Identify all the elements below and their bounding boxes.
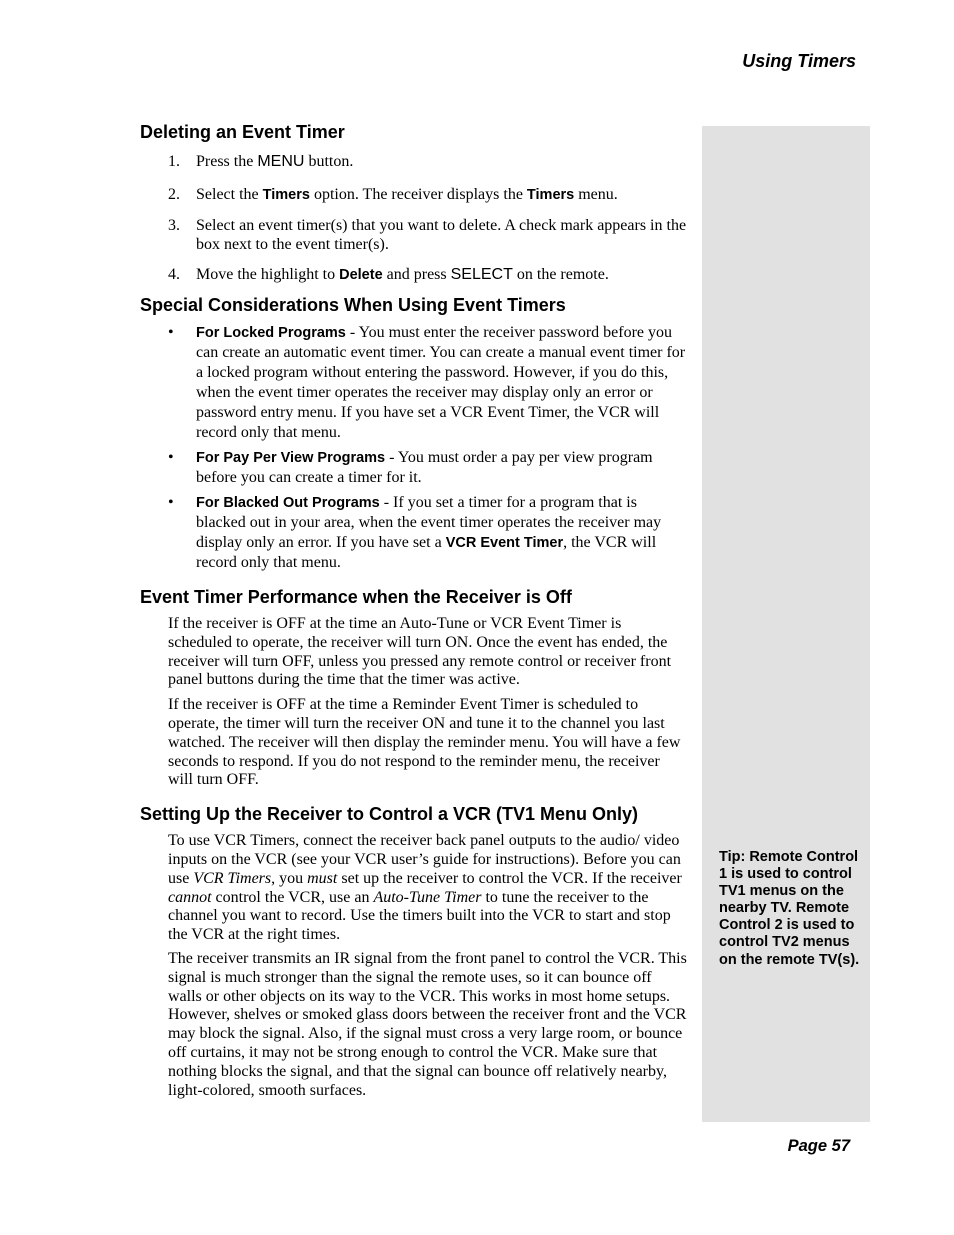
vcr-paragraph-2: The receiver transmits an IR signal from the front panel to control the VCR. This signal is much stronger than the signal the remote uses, so it can bounce off walls or other objects on its way to the VCR. This works in most home setups. However, shelves or smoked glass doors between the receiver front and the VCR may block the signal. Also, if the signal must cross a very large room, or bounce off curtains, it may not be strong enough to control the VCR. Make sure that nothing blocks the signal, and that the signal can bounce off relatively nearby, light-colored, smooth surfaces. — [168, 949, 687, 1099]
timers-keyword: Timers — [526, 187, 575, 203]
bullet-mark: • — [168, 324, 174, 341]
bullet-locked: • For Locked Programs - You must enter the receiver password before you can create an automatic event timer. You can create a manual event timer for a locked program without entering the password. However, if you do this, when the event timer operates the receiver may display only an error or password entry menu. If you have set a VCR Event Timer, the VCR will record only that menu. — [168, 324, 686, 441]
step-number: 3. — [168, 217, 180, 234]
step-3: 3. Select an event timer(s) that you want to delete. A check mark appears in the box next to the event timer(s). — [168, 217, 687, 253]
special-bullets — [140, 323, 688, 573]
main-content — [140, 120, 688, 1100]
menu-keyword: MENU — [257, 153, 305, 170]
step-number: 4. — [168, 266, 180, 283]
bullet-label: For Locked Programs — [196, 325, 346, 341]
bullet-ppv: • For Pay Per View Programs - You must order a pay per view program before you can create a timer for it. — [168, 449, 653, 486]
step-number: 1. — [168, 153, 180, 170]
step-2: 2. Select the Timers option. The receiver displays the Timers menu. — [168, 186, 618, 203]
step-4: 4. Move the highlight to Delete and press SELECT on the remote. — [168, 266, 609, 283]
vcr-event-timer-keyword: VCR Event Timer — [445, 535, 564, 551]
bullet-label: For Pay Per View Programs — [196, 450, 386, 466]
must-emphasis: must — [307, 869, 338, 887]
bullet-label: For Blacked Out Programs — [196, 495, 380, 511]
tip-sidebar — [702, 126, 870, 1122]
auto-tune-timer-emphasis: Auto-Tune Timer — [373, 888, 482, 906]
performance-paragraph-1: If the receiver is OFF at the time an Auto-Tune or VCR Event Timer is scheduled to operate, the receiver will turn ON. Once the event has ended, the receiver will turn OFF, unless you pressed any remote control or receiver front panel buttons during the time that the timer was active. — [168, 615, 672, 689]
tip-text: Tip: Remote Control 1 is used to control TV1 menus on the nearby TV. Remote Control 2 is used to control TV2 menus on the remote TV(s). — [719, 849, 860, 968]
select-keyword: SELECT — [450, 266, 513, 283]
timers-keyword: Timers — [262, 187, 310, 203]
step-1: 1. Press the MENU button. — [168, 153, 354, 170]
bullet-blacked-out: • For Blacked Out Programs - If you set a timer for a program that is blacked out in your area, when the event timer operates the receiver may display only an error. If you have set a VCR Event Timer, the VCR will record only that menu. — [168, 494, 662, 571]
section-heading-special: Special Considerations When Using Event Timers — [140, 295, 566, 315]
bullet-mark: • — [168, 449, 174, 466]
performance-paragraph-2: If the receiver is OFF at the time a Reminder Event Timer is scheduled to operate, the timer will turn the receiver ON and tune it to the channel you last watched. The receiver will then display the reminder menu. You will have a few seconds to respond. If you do not respond to the reminder menu, the receiver will turn OFF. — [168, 696, 681, 789]
cannot-emphasis: cannot — [168, 888, 212, 906]
page-number: Page 57 — [787, 1137, 850, 1155]
bullet-mark: • — [168, 494, 174, 511]
section-heading-vcr: Setting Up the Receiver to Control a VCR (TV1 Menu Only) — [140, 804, 639, 825]
section-heading-deleting: Deleting an Event Timer — [140, 122, 345, 142]
vcr-timers-emphasis: VCR Timers — [193, 869, 272, 887]
running-header: Using Timers — [742, 51, 856, 71]
step-number: 2. — [168, 186, 180, 203]
vcr-paragraph-1: To use VCR Timers, connect the receiver back panel outputs to the audio/ video inputs on the VCR (see your VCR user’s guide for instructions). Before you can use VCR Timers, you must set up the receiver to control the VCR. If the receiver cannot control the VCR, use an Auto-Tune Timer to tune the receiver to the channel you want to record. Use the timers built into the VCR to start and stop the VCR at the right times. — [168, 832, 682, 944]
deleting-steps — [140, 152, 688, 285]
section-heading-performance: Event Timer Performance when the Receiver is Off — [140, 587, 572, 607]
delete-keyword: Delete — [339, 267, 383, 283]
